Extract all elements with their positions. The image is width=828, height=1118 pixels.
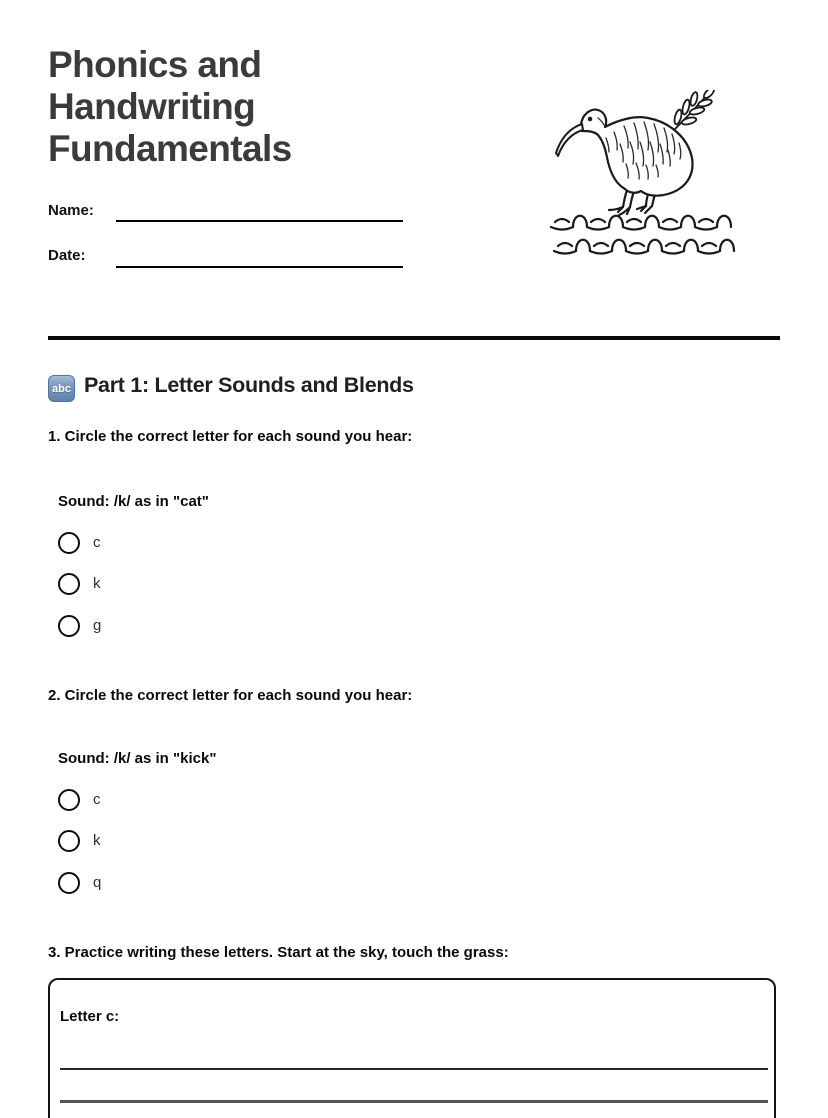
date-label: Date: bbox=[48, 247, 86, 264]
wave-crests-1 bbox=[555, 219, 713, 222]
question-2-text: 2. Circle the correct letter for each sound you hear: bbox=[48, 687, 413, 704]
date-line[interactable] bbox=[116, 266, 403, 268]
radio-q1-option-g[interactable] bbox=[58, 615, 80, 637]
section-divider bbox=[48, 336, 780, 340]
question-1-prompt: Sound: /k/ as in "cat" bbox=[58, 493, 209, 510]
letter-practice-box bbox=[48, 978, 776, 1118]
part1-heading: Part 1: Letter Sounds and Blends bbox=[84, 373, 414, 397]
q2-option-label-q: q bbox=[93, 874, 102, 891]
question-2-prompt: Sound: /k/ as in "kick" bbox=[58, 750, 217, 767]
radio-q1-option-c[interactable] bbox=[58, 532, 80, 554]
radio-q2-option-c[interactable] bbox=[58, 789, 80, 811]
name-label: Name: bbox=[48, 202, 94, 219]
radio-q2-option-k[interactable] bbox=[58, 830, 80, 852]
practice-letter-label: Letter c: bbox=[60, 1008, 120, 1025]
wave-crests-2 bbox=[558, 243, 716, 246]
handwriting-line-top[interactable] bbox=[60, 1068, 768, 1070]
q1-option-label-k: k bbox=[93, 575, 101, 592]
name-line[interactable] bbox=[116, 220, 403, 222]
fern-leaf bbox=[672, 90, 716, 132]
q1-option-label-g: g bbox=[93, 617, 102, 634]
q2-option-label-c: c bbox=[93, 791, 101, 808]
kiwi-eye bbox=[588, 117, 593, 122]
abc-icon-label: abc bbox=[52, 382, 71, 395]
kiwi-beak bbox=[556, 124, 583, 156]
radio-q1-option-k[interactable] bbox=[58, 573, 80, 595]
handwriting-line-base[interactable] bbox=[60, 1100, 768, 1103]
q1-option-label-c: c bbox=[93, 534, 101, 551]
radio-q2-option-q[interactable] bbox=[58, 872, 80, 894]
page-title: Phonics and Handwriting Fundamentals bbox=[48, 44, 292, 169]
abc-input-icon bbox=[48, 375, 75, 402]
kiwi-bird-waves-illustration bbox=[548, 90, 740, 262]
question-3-text: 3. Practice writing these letters. Start at the sky, touch the grass: bbox=[48, 944, 509, 961]
q2-option-label-k: k bbox=[93, 832, 101, 849]
question-1-text: 1. Circle the correct letter for each sound you hear: bbox=[48, 428, 413, 445]
